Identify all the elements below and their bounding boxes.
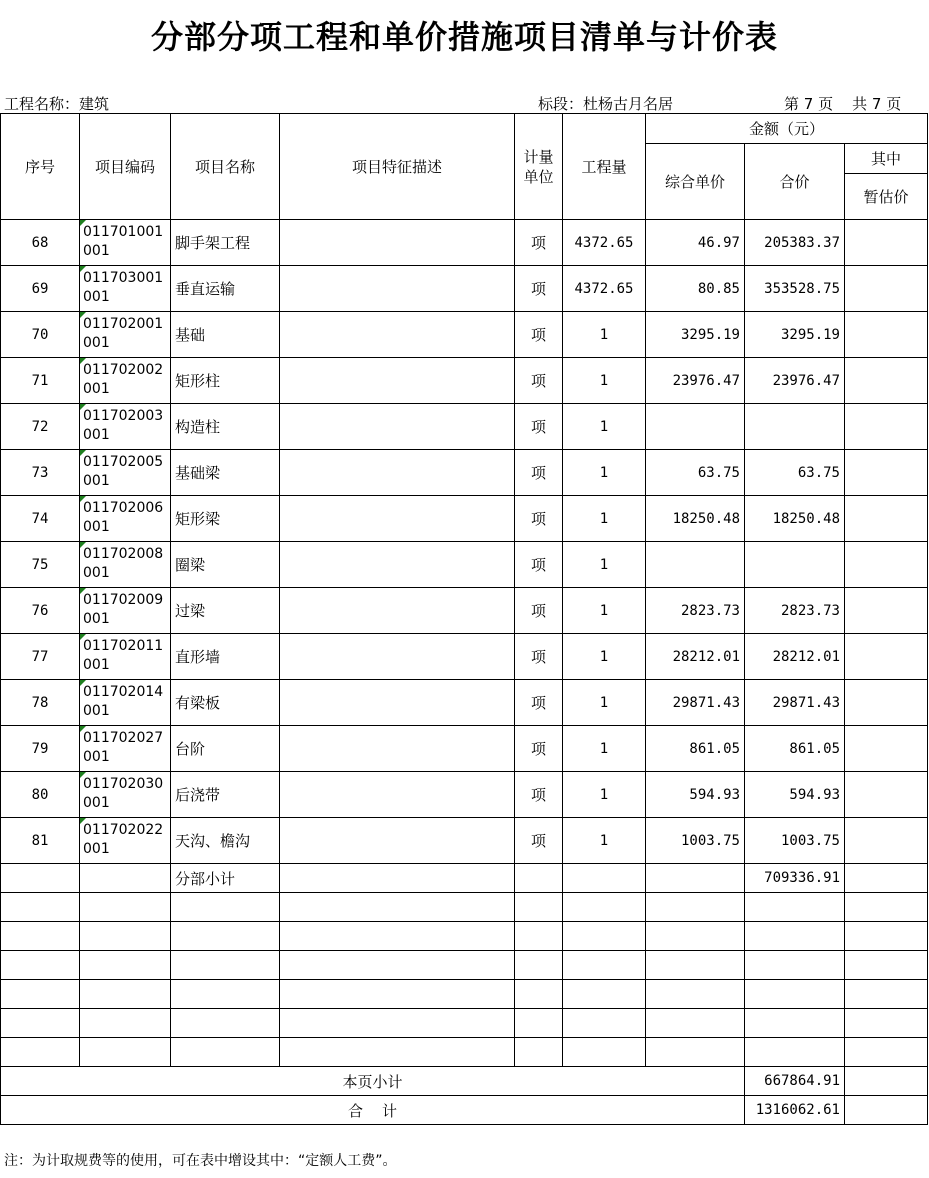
row-seq: 75 xyxy=(1,542,80,588)
row-unit-price: 23976.47 xyxy=(646,358,745,404)
row-total: 205383.37 xyxy=(745,220,845,266)
empty-cell xyxy=(280,980,515,1009)
row-seq: 69 xyxy=(1,266,80,312)
row-seq: 76 xyxy=(1,588,80,634)
row-code-text: 011702022001 xyxy=(83,822,164,857)
empty-row xyxy=(1,922,928,951)
empty-cell xyxy=(745,1038,845,1067)
row-seq: 68 xyxy=(1,220,80,266)
row-desc xyxy=(280,358,515,404)
cell-marker-icon xyxy=(80,588,86,594)
header-qty: 工程量 xyxy=(563,114,646,220)
row-provisional xyxy=(845,634,928,680)
row-desc xyxy=(280,634,515,680)
empty-cell xyxy=(515,980,563,1009)
grand-total-label: 合 计 xyxy=(1,1096,745,1125)
row-name: 基础 xyxy=(171,312,280,358)
row-total: 353528.75 xyxy=(745,266,845,312)
empty-cell xyxy=(1,893,80,922)
row-unit: 项 xyxy=(515,220,563,266)
empty-cell xyxy=(515,893,563,922)
table-row xyxy=(1,542,928,588)
row-unit: 项 xyxy=(515,542,563,588)
row-name: 构造柱 xyxy=(171,404,280,450)
row-unit: 项 xyxy=(515,450,563,496)
row-code xyxy=(80,450,171,496)
row-unit: 项 xyxy=(515,404,563,450)
table-row xyxy=(1,818,928,864)
page-subtotal-label: 本页小计 xyxy=(1,1067,745,1096)
row-total xyxy=(745,542,845,588)
row-code xyxy=(80,588,171,634)
empty-cell xyxy=(646,951,745,980)
empty-cell xyxy=(80,1038,171,1067)
row-provisional xyxy=(845,220,928,266)
row-total: 63.75 xyxy=(745,450,845,496)
header-name: 项目名称 xyxy=(171,114,280,220)
row-provisional xyxy=(845,496,928,542)
empty-cell xyxy=(745,1009,845,1038)
empty-cell xyxy=(515,951,563,980)
subtotal-cell xyxy=(80,864,171,893)
row-qty: 1 xyxy=(563,404,646,450)
cell-marker-icon xyxy=(80,404,86,410)
empty-cell xyxy=(563,980,646,1009)
empty-cell xyxy=(280,1009,515,1038)
row-seq: 72 xyxy=(1,404,80,450)
page-title: 分部分项工程和单价措施项目清单与计价表 xyxy=(150,18,778,56)
cell-marker-icon xyxy=(80,266,86,272)
row-qty: 1 xyxy=(563,634,646,680)
row-qty: 1 xyxy=(563,358,646,404)
row-qty: 1 xyxy=(563,542,646,588)
table-row xyxy=(1,358,928,404)
row-unit-price: 2823.73 xyxy=(646,588,745,634)
empty-row xyxy=(1,1038,928,1067)
row-desc xyxy=(280,772,515,818)
row-unit: 项 xyxy=(515,680,563,726)
row-code xyxy=(80,818,171,864)
row-unit: 项 xyxy=(515,726,563,772)
row-qty: 1 xyxy=(563,726,646,772)
row-code-text: 011702014001 xyxy=(83,684,164,719)
row-code xyxy=(80,358,171,404)
row-total: 2823.73 xyxy=(745,588,845,634)
empty-cell xyxy=(745,980,845,1009)
row-unit-price: 46.97 xyxy=(646,220,745,266)
empty-cell xyxy=(515,1009,563,1038)
cell-marker-icon xyxy=(80,542,86,548)
table-row xyxy=(1,588,928,634)
row-seq: 78 xyxy=(1,680,80,726)
empty-cell xyxy=(563,893,646,922)
row-code-text: 011702008001 xyxy=(83,546,164,581)
row-desc xyxy=(280,312,515,358)
subtotal-cell xyxy=(845,864,928,893)
row-seq: 80 xyxy=(1,772,80,818)
row-seq: 81 xyxy=(1,818,80,864)
row-code-text: 011702009001 xyxy=(83,592,164,627)
empty-cell xyxy=(80,980,171,1009)
cell-marker-icon xyxy=(80,312,86,318)
empty-cell xyxy=(171,893,280,922)
subtotal-cell xyxy=(280,864,515,893)
empty-cell xyxy=(171,951,280,980)
row-code xyxy=(80,542,171,588)
empty-cell xyxy=(171,922,280,951)
row-qty: 1 xyxy=(563,680,646,726)
row-provisional xyxy=(845,358,928,404)
row-unit-price xyxy=(646,404,745,450)
empty-cell xyxy=(1,922,80,951)
row-provisional xyxy=(845,680,928,726)
row-qty: 4372.65 xyxy=(563,220,646,266)
header-amount: 金额（元） xyxy=(646,114,928,144)
empty-cell xyxy=(80,893,171,922)
empty-cell xyxy=(1,980,80,1009)
page-subtotal-row xyxy=(1,1067,928,1096)
empty-row xyxy=(1,1009,928,1038)
row-total: 594.93 xyxy=(745,772,845,818)
empty-cell xyxy=(280,922,515,951)
row-code xyxy=(80,312,171,358)
row-desc xyxy=(280,680,515,726)
row-desc xyxy=(280,588,515,634)
row-unit-price: 18250.48 xyxy=(646,496,745,542)
empty-cell xyxy=(171,1038,280,1067)
empty-row xyxy=(1,893,928,922)
row-total xyxy=(745,404,845,450)
header-total: 合价 xyxy=(745,144,845,220)
row-code-text: 011702011001 xyxy=(83,638,164,673)
row-unit-price: 28212.01 xyxy=(646,634,745,680)
empty-cell xyxy=(845,1009,928,1038)
cell-marker-icon xyxy=(80,818,86,824)
table-row xyxy=(1,312,928,358)
empty-cell xyxy=(515,1038,563,1067)
empty-cell xyxy=(515,922,563,951)
row-qty: 1 xyxy=(563,312,646,358)
cell-marker-icon xyxy=(80,496,86,502)
row-total: 23976.47 xyxy=(745,358,845,404)
row-total: 28212.01 xyxy=(745,634,845,680)
row-code-text: 011702005001 xyxy=(83,454,164,489)
row-provisional xyxy=(845,772,928,818)
row-code-text: 011702027001 xyxy=(83,730,164,765)
row-name: 过梁 xyxy=(171,588,280,634)
subtotal-cell xyxy=(563,864,646,893)
row-provisional xyxy=(845,450,928,496)
row-name: 台阶 xyxy=(171,726,280,772)
row-qty: 1 xyxy=(563,496,646,542)
row-seq: 74 xyxy=(1,496,80,542)
empty-cell xyxy=(80,951,171,980)
row-name: 圈梁 xyxy=(171,542,280,588)
row-name: 基础梁 xyxy=(171,450,280,496)
subtotal-cell xyxy=(646,864,745,893)
subtotal-label: 分部小计 xyxy=(171,864,280,893)
row-desc xyxy=(280,726,515,772)
row-seq: 73 xyxy=(1,450,80,496)
row-name: 天沟、檐沟 xyxy=(171,818,280,864)
table-row xyxy=(1,726,928,772)
row-desc xyxy=(280,450,515,496)
row-unit-price: 63.75 xyxy=(646,450,745,496)
row-desc xyxy=(280,220,515,266)
empty-cell xyxy=(1,1038,80,1067)
row-name: 有梁板 xyxy=(171,680,280,726)
grand-total-value: 1316062.61 xyxy=(745,1096,845,1125)
row-seq: 70 xyxy=(1,312,80,358)
row-unit-price: 1003.75 xyxy=(646,818,745,864)
empty-cell xyxy=(845,1038,928,1067)
empty-cell xyxy=(745,893,845,922)
row-seq: 77 xyxy=(1,634,80,680)
row-qty: 1 xyxy=(563,450,646,496)
empty-cell xyxy=(563,951,646,980)
empty-cell xyxy=(171,1009,280,1038)
row-total: 1003.75 xyxy=(745,818,845,864)
row-code-text: 011701001001 xyxy=(83,224,164,259)
empty-cell xyxy=(646,1009,745,1038)
row-total: 29871.43 xyxy=(745,680,845,726)
row-code-text: 011702002001 xyxy=(83,362,164,397)
row-code-text: 011702001001 xyxy=(83,316,164,351)
row-code-text: 011702006001 xyxy=(83,500,164,535)
row-desc xyxy=(280,542,515,588)
row-name: 直形墙 xyxy=(171,634,280,680)
row-unit: 项 xyxy=(515,312,563,358)
row-total: 861.05 xyxy=(745,726,845,772)
empty-row xyxy=(1,951,928,980)
row-total: 3295.19 xyxy=(745,312,845,358)
table-row xyxy=(1,496,928,542)
table-row xyxy=(1,404,928,450)
row-seq: 71 xyxy=(1,358,80,404)
empty-cell xyxy=(745,922,845,951)
row-unit-price: 80.85 xyxy=(646,266,745,312)
row-unit-price: 594.93 xyxy=(646,772,745,818)
page-number: 第 7 页 共 7 页 xyxy=(784,95,902,113)
empty-cell xyxy=(280,893,515,922)
row-seq: 79 xyxy=(1,726,80,772)
row-unit: 项 xyxy=(515,588,563,634)
row-unit-price: 861.05 xyxy=(646,726,745,772)
empty-cell xyxy=(845,922,928,951)
cell-marker-icon xyxy=(80,358,86,364)
header-seq: 序号 xyxy=(1,114,80,220)
row-qty: 4372.65 xyxy=(563,266,646,312)
row-name: 脚手架工程 xyxy=(171,220,280,266)
row-code-text: 011702003001 xyxy=(83,408,164,443)
row-provisional xyxy=(845,726,928,772)
subtotal-cell xyxy=(1,864,80,893)
row-provisional xyxy=(845,404,928,450)
row-unit: 项 xyxy=(515,818,563,864)
empty-cell xyxy=(646,922,745,951)
grand-total-extra xyxy=(845,1096,928,1125)
subtotal-row xyxy=(1,864,928,893)
cell-marker-icon xyxy=(80,634,86,640)
empty-cell xyxy=(80,1009,171,1038)
row-name: 垂直运输 xyxy=(171,266,280,312)
pricing-table xyxy=(0,113,928,1125)
empty-cell xyxy=(646,1038,745,1067)
row-unit: 项 xyxy=(515,266,563,312)
row-unit-price: 3295.19 xyxy=(646,312,745,358)
header-provisional: 暂估价 xyxy=(845,174,928,220)
row-provisional xyxy=(845,588,928,634)
row-code xyxy=(80,404,171,450)
empty-cell xyxy=(171,980,280,1009)
footnote: 注：为计取规费等的使用，可在表中增设其中：“定额人工费”。 xyxy=(4,1153,397,1169)
page-subtotal-value: 667864.91 xyxy=(745,1067,845,1096)
empty-cell xyxy=(563,922,646,951)
table-row xyxy=(1,220,928,266)
empty-cell xyxy=(845,980,928,1009)
table-row xyxy=(1,634,928,680)
empty-cell xyxy=(646,893,745,922)
row-unit: 项 xyxy=(515,496,563,542)
subtotal-value: 709336.91 xyxy=(745,864,845,893)
row-unit-price xyxy=(646,542,745,588)
row-code xyxy=(80,266,171,312)
table-row xyxy=(1,450,928,496)
empty-cell xyxy=(646,980,745,1009)
empty-cell xyxy=(1,1009,80,1038)
row-code xyxy=(80,772,171,818)
row-desc xyxy=(280,404,515,450)
row-code xyxy=(80,634,171,680)
section-name: 标段：杜杨古月名居 xyxy=(538,95,674,113)
row-unit-price: 29871.43 xyxy=(646,680,745,726)
row-provisional xyxy=(845,312,928,358)
subtotal-cell xyxy=(515,864,563,893)
header-unit-price: 综合单价 xyxy=(646,144,745,220)
row-code xyxy=(80,220,171,266)
row-qty: 1 xyxy=(563,588,646,634)
header-desc: 项目特征描述 xyxy=(280,114,515,220)
page-subtotal-extra xyxy=(845,1067,928,1096)
empty-cell xyxy=(845,951,928,980)
empty-cell xyxy=(745,951,845,980)
table-row xyxy=(1,772,928,818)
row-name: 矩形柱 xyxy=(171,358,280,404)
cell-marker-icon xyxy=(80,220,86,226)
cell-marker-icon xyxy=(80,726,86,732)
row-name: 矩形梁 xyxy=(171,496,280,542)
row-desc xyxy=(280,266,515,312)
row-unit: 项 xyxy=(515,772,563,818)
row-qty: 1 xyxy=(563,772,646,818)
row-unit: 项 xyxy=(515,358,563,404)
row-unit: 项 xyxy=(515,634,563,680)
row-total: 18250.48 xyxy=(745,496,845,542)
row-name: 后浇带 xyxy=(171,772,280,818)
empty-cell xyxy=(280,1038,515,1067)
row-code xyxy=(80,680,171,726)
header-code: 项目编码 xyxy=(80,114,171,220)
cell-marker-icon xyxy=(80,772,86,778)
empty-cell xyxy=(845,893,928,922)
row-desc xyxy=(280,818,515,864)
header-of-which: 其中 xyxy=(845,144,928,174)
row-code xyxy=(80,496,171,542)
cell-marker-icon xyxy=(80,680,86,686)
header-unit: 计量单位 xyxy=(515,114,563,220)
empty-row xyxy=(1,980,928,1009)
grand-total-row xyxy=(1,1096,928,1125)
empty-cell xyxy=(563,1009,646,1038)
empty-cell xyxy=(280,951,515,980)
row-code xyxy=(80,726,171,772)
empty-cell xyxy=(563,1038,646,1067)
project-name: 工程名称：建筑 xyxy=(4,95,110,113)
row-provisional xyxy=(845,266,928,312)
row-code-text: 011702030001 xyxy=(83,776,164,811)
empty-cell xyxy=(1,951,80,980)
row-provisional xyxy=(845,542,928,588)
row-code-text: 011703001001 xyxy=(83,270,164,305)
table-row xyxy=(1,266,928,312)
row-desc xyxy=(280,496,515,542)
row-provisional xyxy=(845,818,928,864)
cell-marker-icon xyxy=(80,450,86,456)
table-row xyxy=(1,680,928,726)
row-qty: 1 xyxy=(563,818,646,864)
empty-cell xyxy=(80,922,171,951)
